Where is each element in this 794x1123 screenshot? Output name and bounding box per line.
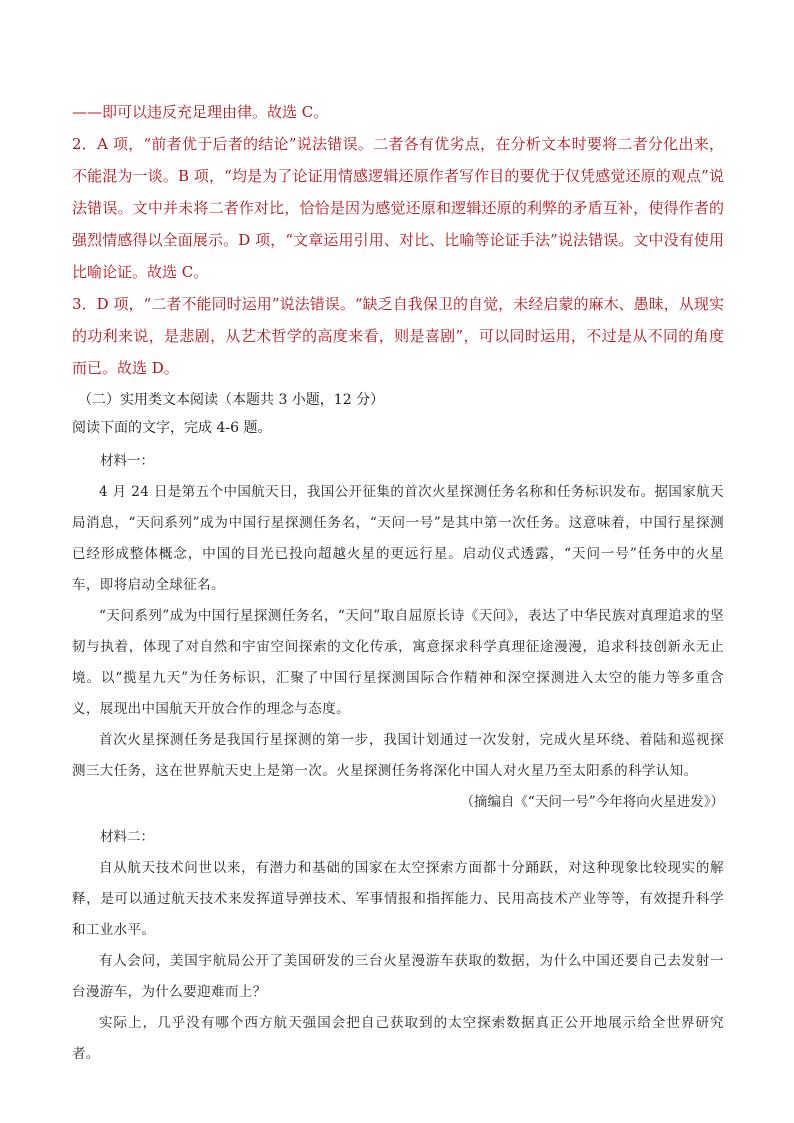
material1-paragraph-2: “天问系列”成为中国行星探测任务名，“天问”取自屈原长诗《天问》，表达了中华民族对真理追求的坚韧与执着，体现了对自然和宇宙空间探索的文化传承，寓意探求科学真理征途漫漫，追求科技创新永无止境。以“揽星九天”为任务标识，汇聚了中国行星探测国际合作精神和深空探测进入太空的能力等多重含义，展现出中国航天开放合作的理念与态度。 [72, 608, 724, 717]
material1-paragraph-3: 首次火星探测任务是我国行星探测的第一步，我国计划通过一次发射，完成火星环绕、着陆和巡视探测三大任务，这在世界航天史上是第一次。火星探测任务将深化中国人对火星乃至太阳系的科学认知。 [72, 732, 724, 779]
answer-q3: 3．D 项，“二者不能同时运用”说法错误。“缺乏自我保卫的自觉，未经启蒙的麻木、愚昧，从现实的功利来说，是悲剧，从艺术哲学的高度来看，则是喜剧”，可以同时运用，不过是从不同的角度而已。故选 D。 [72, 295, 724, 377]
material2-paragraph-1: 自从航天技术问世以来，有潜力和基础的国家在太空探索方面都十分踊跃，对这种现象比较现实的解释，是可以通过航天技术来发挥道导弹技术、军事情报和指挥能力、民用高技术产业等等，有效提升科学和工业水平。 [72, 860, 724, 938]
material1-source: （摘编自《“天问一号”今年将向火星进发》） [460, 794, 724, 810]
material2-label: 材料二： [100, 829, 154, 845]
material1-label: 材料一： [100, 453, 154, 469]
material1-paragraph-1: 4 月 24 日是第五个中国航天日，我国公开征集的首次火星探测任务名称和任务标识发布。据国家航天局消息，“天问系列”成为中国行星探测任务名，“天问一号”是其中第一次任务。这意味着，中国行星探测已经形成整体概念，中国的目光已投向超越火星的更远行星。启动仪式透露，“天问一号”任务中的火星车，即将启动全球征名。 [72, 484, 724, 593]
answer-continuation: ——即可以违反充足理由律。故选 C。 [72, 103, 329, 121]
section-title: （二）实用类文本阅读（本题共 3 小题，12 分） [78, 392, 385, 408]
material2-paragraph-3: 实际上，几乎没有哪个西方航天强国会把自己获取到的太空探索数据真正公开地展示给全世界研究者。 [72, 1015, 724, 1062]
answer-q2: 2．A 项，“前者优于后者的结论”说法错误。二者各有优劣点，在分析文本时要将二者分化出来，不能混为一谈。B 项，“均是为了论证用情感逻辑还原作者写作目的要优于仅凭感觉还原的观点”说法错误。文中并未将二者作对比，恰恰是因为感觉还原和逻辑还原的利弊的矛盾互补，使得作者的强烈情感得以全面展示。D 项，“文章运用引用、对比、比喻等论证手法”说法错误。文中没有使用比喻论证。故选 C。 [72, 135, 724, 281]
section-instruction: 阅读下面的文字，完成 4-6 题。 [72, 420, 272, 436]
material2-paragraph-2: 有人会问，美国宇航局公开了美国研发的三台火星漫游车获取的数据，为什么中国还要自己去发射一台漫游车，为什么要迎难而上？ [72, 953, 724, 1000]
document-page [72, 96, 724, 1070]
